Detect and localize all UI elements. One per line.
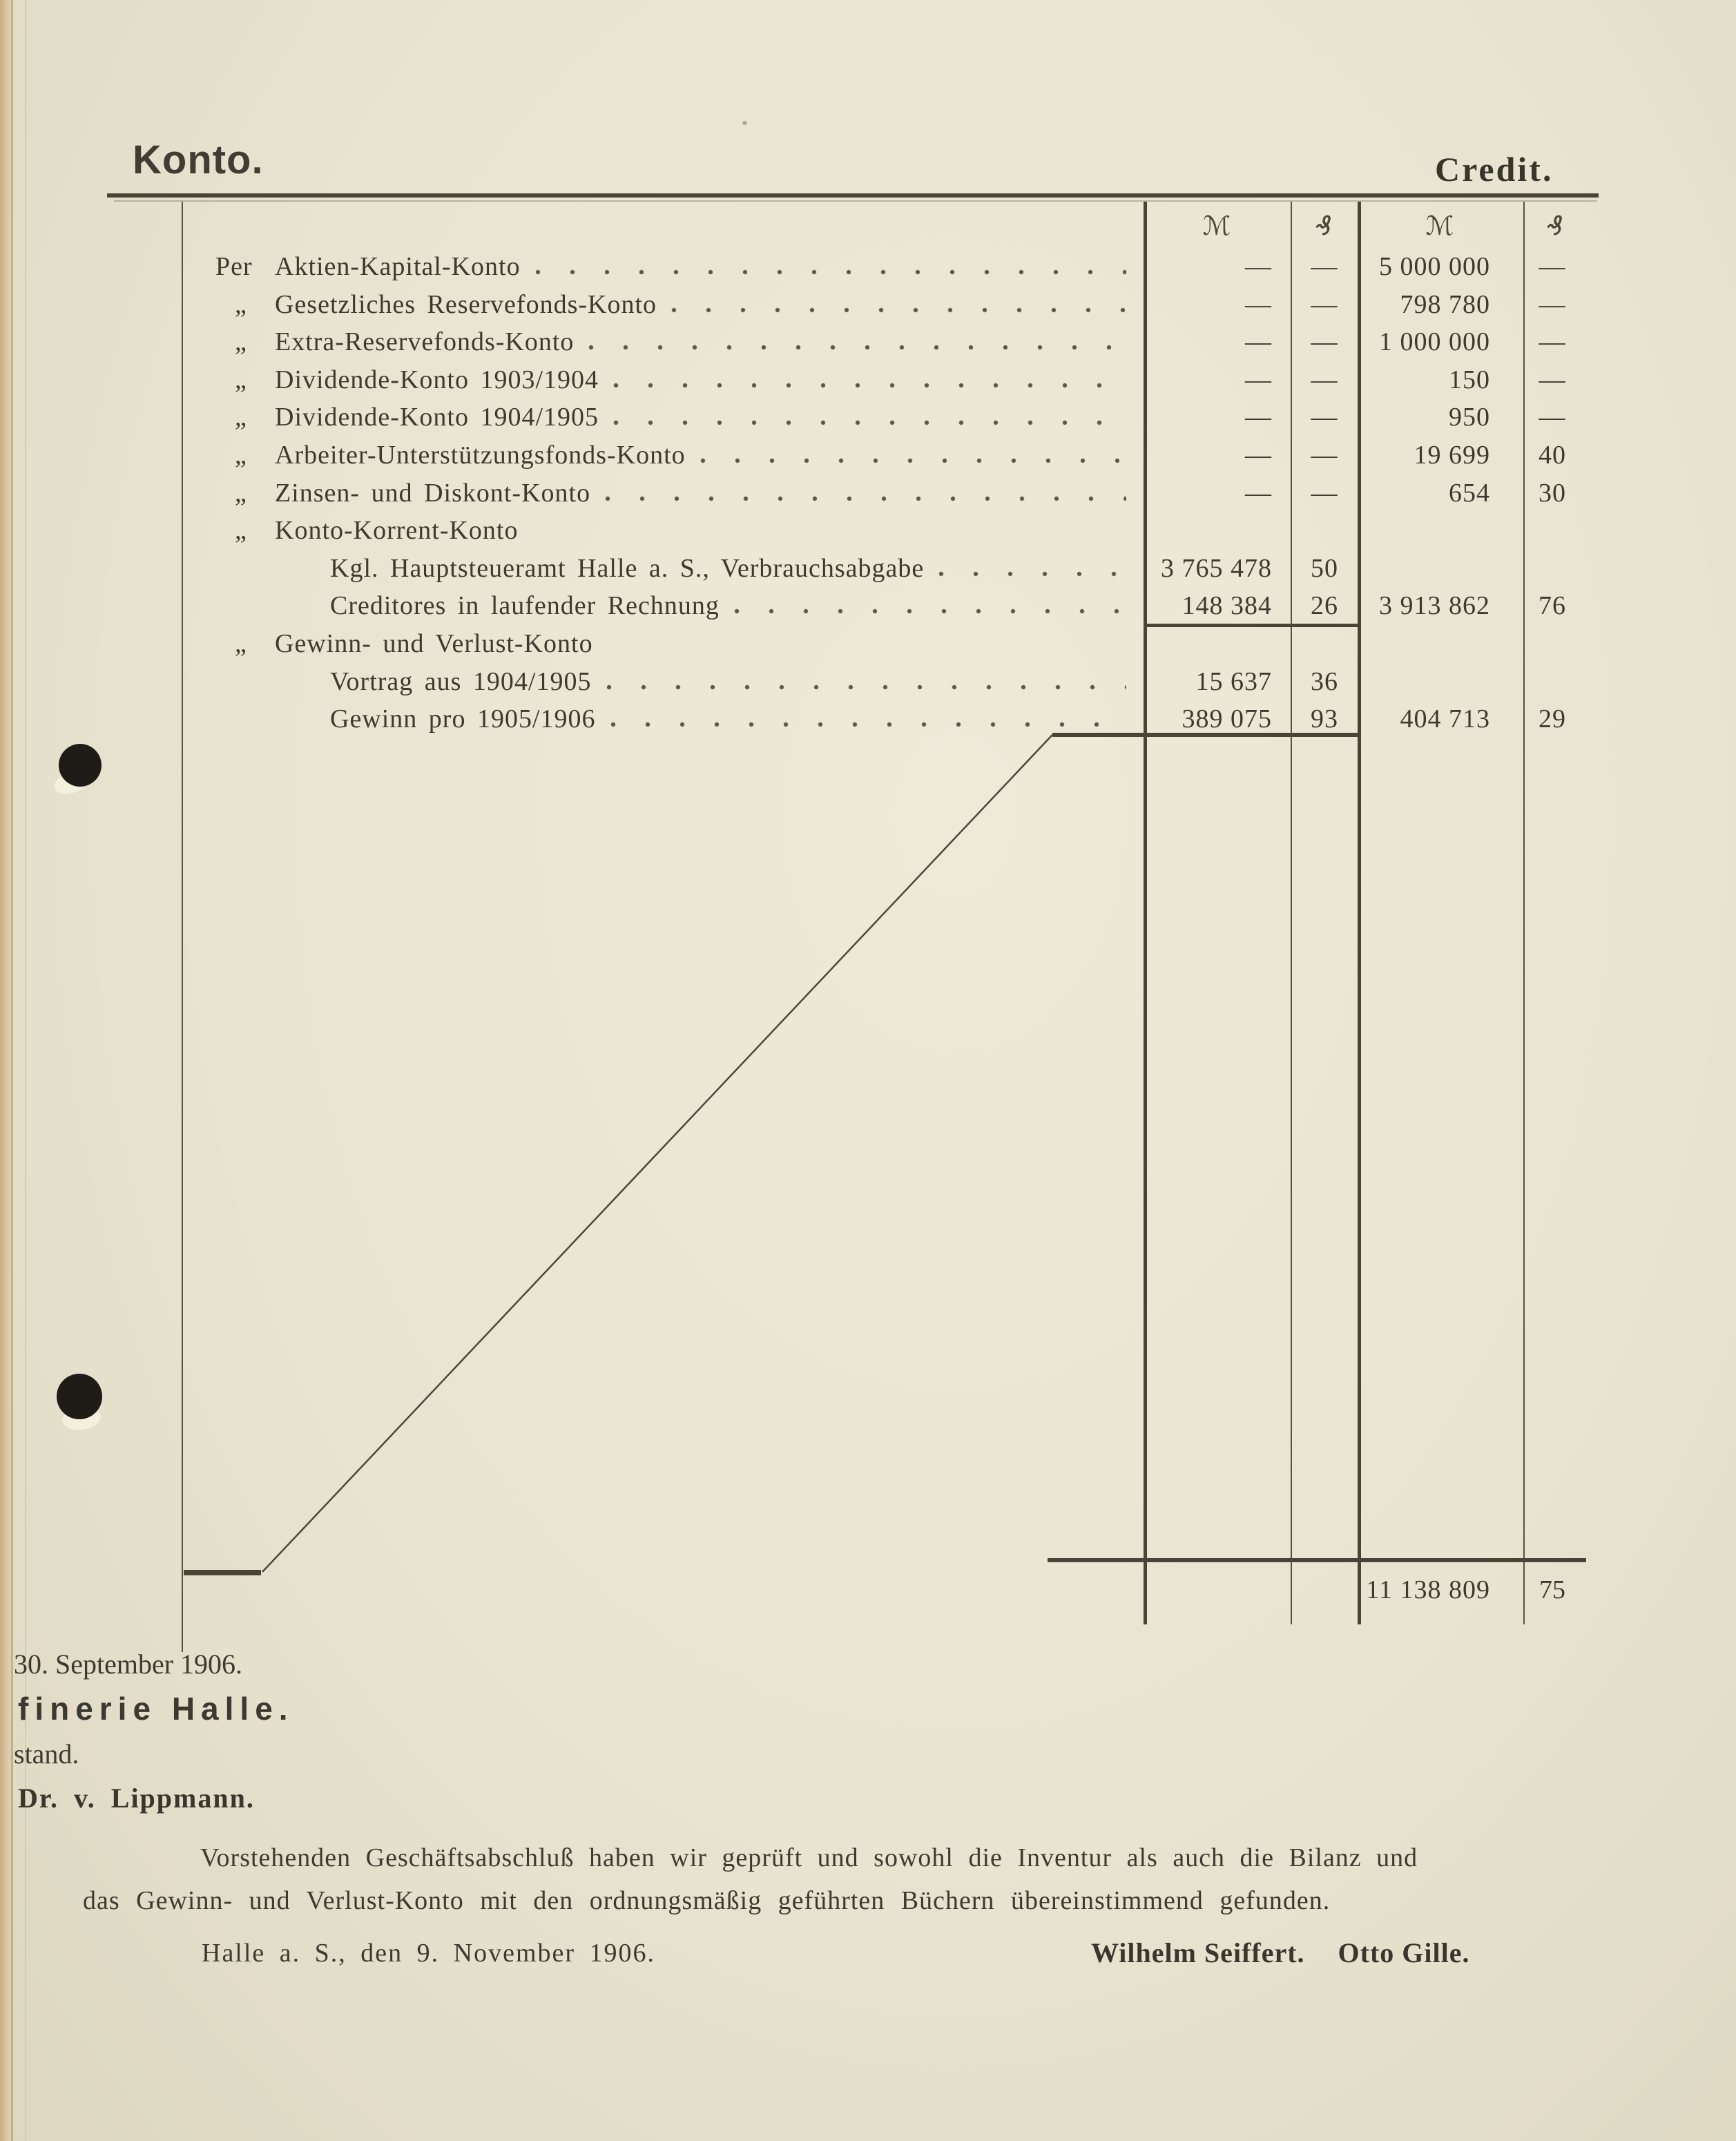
debit-pfennig-symbol: ₰ [1315, 211, 1333, 241]
credit-mark-amount [1362, 549, 1490, 588]
credit-pfennig-amount: 40 [1539, 441, 1566, 470]
debit-mark-amount: — [1245, 403, 1272, 432]
debit-pfennig-amount: — [1311, 289, 1338, 319]
debit-mark-amount: — [1245, 327, 1272, 357]
debit-mark-amount [1146, 511, 1272, 550]
table-row [0, 700, 1736, 738]
table-row [0, 474, 1736, 512]
credit-mark-amount: 1 000 000 [1379, 327, 1490, 357]
debit-mark-amount: — [1245, 365, 1272, 394]
debit-mark-amount: — [1245, 252, 1272, 281]
credit-mark-amount: 798 780 [1400, 289, 1490, 319]
stand-note: stand. [14, 1738, 79, 1769]
account-label: Gesetzliches Reservefonds-Konto [275, 289, 657, 319]
table-row [0, 624, 1736, 663]
account-label: Aktien-Kapital-Konto [275, 252, 521, 281]
credit-pfennig-amount [1527, 549, 1577, 588]
credit-pfennig-amount: — [1539, 365, 1566, 394]
punch-hole-top [59, 744, 102, 787]
auditor-signature-1: Wilhelm Seiffert. [1091, 1937, 1305, 1968]
dot-leader [938, 570, 1126, 577]
table-row [0, 285, 1736, 324]
debit-pfennig-amount: 36 [1311, 666, 1338, 696]
credit-pfennig-amount: — [1539, 289, 1566, 319]
credit-pfennig-amount [1527, 511, 1577, 550]
table-row [0, 549, 1736, 588]
account-label: Konto-Korrent-Konto [275, 516, 519, 546]
place-and-date-line: Halle a. S., den 9. November 1906. [202, 1939, 656, 1968]
debit-mark-amount: 148 384 [1182, 591, 1272, 621]
account-label: Dividende-Konto 1904/1905 [275, 403, 599, 432]
account-description [215, 247, 1136, 286]
debit-pfennig-amount: — [1311, 252, 1338, 281]
credit-pfennig-amount: — [1539, 327, 1566, 357]
company-name-fragment: finerie Halle. [18, 1691, 294, 1727]
account-description [215, 323, 1136, 361]
credit-mark-amount [1362, 662, 1490, 701]
page-title-right: Credit. [1435, 150, 1554, 189]
row-prefix: „ [235, 441, 247, 470]
credit-mark-amount [1362, 511, 1490, 550]
debit-mark-amount: — [1245, 478, 1272, 508]
director-signature: Dr. v. Lippmann. [18, 1783, 255, 1814]
dot-leader [534, 269, 1126, 276]
table-row [0, 323, 1736, 361]
punch-hole-bottom [57, 1374, 102, 1419]
account-description [215, 398, 1136, 436]
audit-statement-line2: das Gewinn- und Verlust-Konto mit den ordnungsmäßig geführten Büchern übereinstimmend gefunden. [83, 1886, 1331, 1915]
credit-mark-amount: 150 [1449, 365, 1490, 394]
debit-mark-amount: — [1245, 289, 1272, 319]
debit-pfennig-amount: — [1311, 327, 1338, 357]
audit-statement-line1: Vorstehenden Geschäftsabschluß haben wir geprüft und sowohl die Inventur als auch die Bilanz und [200, 1843, 1418, 1872]
credit-pfennig-amount [1527, 624, 1577, 663]
row-prefix: „ [235, 403, 247, 432]
debit-pfennig-amount: 50 [1311, 553, 1338, 583]
account-description [215, 511, 1136, 550]
header-rule [107, 193, 1599, 198]
dot-leader [604, 495, 1126, 502]
account-description [215, 474, 1136, 512]
total-credit-mark: 11 138 809 [1366, 1575, 1490, 1604]
credit-pfennig-amount: 30 [1539, 478, 1566, 508]
debit-pfennig-amount: — [1311, 478, 1338, 508]
dot-leader [610, 721, 1126, 728]
debit-mark-amount: 15 637 [1195, 666, 1272, 696]
credit-pfennig-amount: — [1539, 403, 1566, 432]
table-row [0, 247, 1736, 286]
paper-speck [742, 121, 747, 125]
account-description [215, 285, 1136, 324]
table-row [0, 662, 1736, 701]
account-description [215, 662, 1136, 701]
row-prefix: Per [215, 252, 253, 281]
credit-pfennig-amount: 29 [1539, 704, 1566, 734]
credit-mark-amount: 3 913 862 [1379, 591, 1490, 621]
credit-mark-amount: 950 [1449, 403, 1490, 432]
row-prefix: „ [235, 478, 247, 508]
account-description [215, 624, 1136, 663]
debit-pfennig-amount: — [1311, 365, 1338, 394]
dot-leader [613, 382, 1126, 389]
account-label: Kgl. Hauptsteueramt Halle a. S., Verbrauchsabgabe [330, 553, 925, 583]
debit-pfennig-amount: — [1311, 441, 1338, 470]
auditor-signature-2: Otto Gille. [1338, 1937, 1470, 1968]
credit-mark-amount: 654 [1449, 478, 1490, 508]
credit-mark-symbol: ℳ [1425, 211, 1454, 241]
account-label: Dividende-Konto 1903/1904 [275, 365, 599, 394]
account-description [215, 361, 1136, 399]
debit-pfennig-amount: — [1311, 403, 1338, 432]
debit-mark-amount [1146, 624, 1272, 663]
credit-pfennig-amount: — [1539, 252, 1566, 281]
page-title-left: Konto. [133, 137, 264, 182]
row-prefix: „ [235, 629, 247, 658]
credit-pfennig-amount [1527, 662, 1577, 701]
total-rule [1048, 1558, 1586, 1562]
closing-date-note: 30. September 1906. [14, 1649, 243, 1680]
debit-pfennig-amount: 26 [1311, 591, 1338, 621]
table-row [0, 511, 1736, 550]
credit-pfennig-symbol: ₰ [1546, 211, 1564, 241]
dot-leader [733, 608, 1126, 615]
account-label: Vortrag aus 1904/1905 [330, 666, 592, 696]
dot-leader [613, 419, 1126, 426]
table-row [0, 361, 1736, 399]
auditor-signatures [1091, 1934, 1470, 1972]
debit-pfennig-amount: 93 [1311, 704, 1338, 734]
account-label: Creditores in laufender Rechnung [330, 591, 720, 621]
table-row [0, 586, 1736, 625]
total-credit-pfennig: 75 [1539, 1575, 1565, 1604]
credit-mark-amount: 404 713 [1400, 704, 1490, 734]
row-prefix: „ [235, 327, 247, 357]
account-label: Extra-Reservefonds-Konto [275, 327, 575, 357]
row-prefix: „ [235, 516, 247, 546]
debit-mark-amount: 389 075 [1182, 704, 1272, 734]
dot-leader [700, 457, 1126, 464]
debit-mark-amount: — [1245, 441, 1272, 470]
account-label: Arbeiter-Unterstützungsfonds-Konto [275, 441, 686, 470]
account-description [215, 700, 1136, 738]
account-description [215, 436, 1136, 474]
account-description [215, 549, 1136, 588]
credit-mark-amount: 5 000 000 [1379, 252, 1490, 281]
debit-pfennig-amount [1298, 511, 1351, 550]
account-description [215, 586, 1136, 625]
table-row [0, 436, 1736, 474]
row-prefix: „ [235, 365, 247, 394]
account-label: Gewinn- und Verlust-Konto [275, 629, 593, 658]
header-rule-ghost [114, 200, 1597, 202]
debit-mark-symbol: ℳ [1202, 211, 1231, 241]
void-line-start-dash [184, 1570, 261, 1575]
credit-pfennig-amount: 76 [1539, 591, 1566, 621]
credit-mark-amount [1362, 624, 1490, 663]
table-row [0, 398, 1736, 436]
account-label: Zinsen- und Diskont-Konto [275, 478, 591, 508]
row-prefix: „ [235, 289, 247, 319]
dot-leader [606, 684, 1127, 691]
debit-mark-amount: 3 765 478 [1161, 553, 1272, 583]
dot-leader [588, 344, 1126, 351]
account-label: Gewinn pro 1905/1906 [330, 704, 596, 734]
dot-leader [671, 307, 1126, 314]
debit-pfennig-amount [1298, 624, 1351, 663]
credit-mark-amount: 19 699 [1414, 441, 1490, 470]
